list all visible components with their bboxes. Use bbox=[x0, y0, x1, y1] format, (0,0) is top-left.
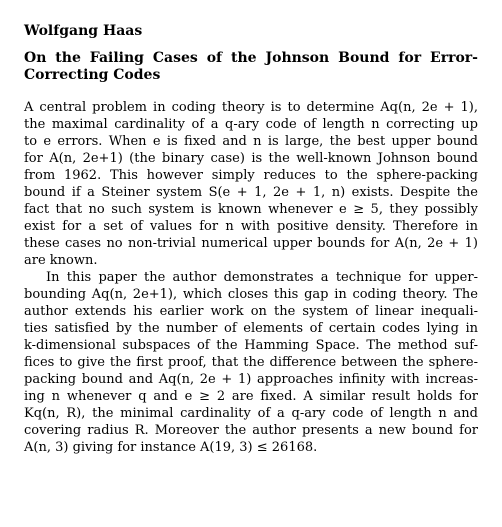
text-line: author extends his earlier work on the system of linear inequali- bbox=[24, 304, 478, 319]
text-line: In this paper the author demonstrates a technique for upper- bbox=[46, 270, 478, 285]
title-line: Correcting Codes bbox=[24, 67, 161, 83]
text-line: Kq(n, R), the minimal cardinality of a q-ary code of length n and bbox=[24, 406, 478, 421]
paper-title bbox=[24, 49, 478, 83]
text-line: ing n whenever q and e ≥ 2 are fixed. A similar result holds for bbox=[24, 389, 478, 404]
abstract-paragraph-2 bbox=[24, 269, 478, 456]
title-line: On the Failing Cases of the Johnson Bound for Error- bbox=[24, 50, 478, 66]
text-line: fices to give the first proof, that the difference between the sphere- bbox=[24, 355, 478, 370]
text-line: are known. bbox=[24, 253, 98, 268]
text-line: bound if a Steiner system S(e + 1, 2e + 1, n) exists. Despite the bbox=[24, 185, 478, 200]
author-name: Wolfgang Haas bbox=[24, 23, 143, 39]
text-line: bounding Aq(n, 2e+1), which closes this gap in coding theory. The bbox=[24, 287, 478, 302]
text-line: exist for a set of values for n with positive density. Therefore in bbox=[24, 219, 478, 234]
text-line: these cases no non-trivial numerical upper bounds for A(n, 2e + 1) bbox=[24, 236, 478, 251]
abstract-paragraph-1 bbox=[24, 99, 478, 269]
text-line: from 1962. This however simply reduces to the sphere-packing bbox=[24, 168, 478, 183]
text-line: for A(n, 2e+1) (the binary case) is the well-known Johnson bound bbox=[24, 151, 478, 166]
text-line: A(n, 3) giving for instance A(19, 3) ≤ 26168. bbox=[24, 440, 318, 455]
text-line: ties satisfied by the number of elements of certain codes lying in bbox=[24, 321, 478, 336]
text-line: A central problem in coding theory is to determine Aq(n, 2e + 1), bbox=[24, 100, 478, 115]
text-line: packing bound and Aq(n, 2e + 1) approaches infinity with increas- bbox=[24, 372, 478, 387]
abstract-page bbox=[24, 22, 478, 456]
text-line: fact that no such system is known whenever e ≥ 5, they possibly bbox=[24, 202, 478, 217]
text-line: to e errors. When e is fixed and n is large, the best upper bound bbox=[24, 134, 478, 149]
text-line: covering radius R. Moreover the author presents a new bound for bbox=[24, 423, 478, 438]
text-line: the maximal cardinality of a q-ary code of length n correcting up bbox=[24, 117, 478, 132]
text-line: k-dimensional subspaces of the Hamming Space. The method suf- bbox=[24, 338, 478, 353]
